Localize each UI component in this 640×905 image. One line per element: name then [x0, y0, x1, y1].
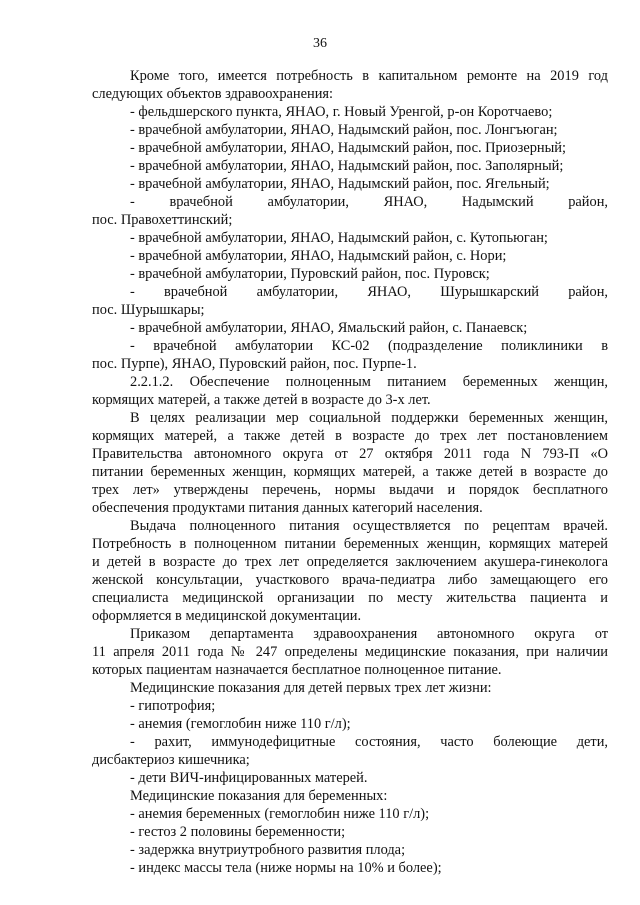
list-item: - врачебной амбулатории, ЯНАО, Надымский район, пос. Лонгъюган; — [130, 122, 558, 138]
text-line: питании беременных женщин, кормящих матерей, а также детей в возрасте до — [92, 464, 608, 480]
section-heading: 2.2.1.2. Обеспечение полноценным питанием беременных женщин, — [130, 374, 608, 390]
list-item: - индекс массы тела (ниже нормы на 10% и более); — [130, 860, 442, 876]
list-item-continuation: дисбактериоз кишечника; — [92, 752, 250, 768]
text-line: 11 апреля 2011 года № 247 определены медицинские показания, при наличии — [92, 644, 608, 660]
list-item: - задержка внутриутробного развития плода; — [130, 842, 406, 858]
list-item: - дети ВИЧ-инфицированных матерей. — [130, 770, 368, 786]
subheading: Медицинские показания для детей первых трех лет жизни: — [130, 680, 492, 696]
text-line: которых пациентам назначается бесплатное полноценное питание. — [92, 662, 502, 678]
list-item: - врачебной амбулатории, ЯНАО, Надымский район, — [130, 194, 608, 210]
list-item: - врачебной амбулатории, Пуровский район, пос. Пуровск; — [130, 266, 490, 282]
text-line: Потребность в полноценном питании беременных женщин, кормящих матерей — [92, 536, 608, 552]
list-item: - врачебной амбулатории, ЯНАО, Надымский район, с. Кутопьюган; — [130, 230, 548, 246]
text-line: и детей в возрасте до трех лет определяется заключением акушера-гинеколога — [92, 554, 608, 570]
text-line: следующих объектов здравоохранения: — [92, 86, 334, 102]
subheading: Медицинские показания для беременных: — [130, 788, 388, 804]
text-line: женской консультации, участкового врача-педиатра либо замещающего его — [92, 572, 608, 588]
list-item: - врачебной амбулатории, ЯНАО, Надымский район, с. Нори; — [130, 248, 507, 264]
text-line: обеспечения продуктами питания данных категорий населения. — [92, 500, 483, 516]
list-item: - рахит, иммунодефицитные состояния, часто болеющие дети, — [130, 734, 608, 750]
text-line: оформляется в медицинской документации. — [92, 608, 362, 624]
list-item: - гестоз 2 половины беременности; — [130, 824, 346, 840]
list-item: - гипотрофия; — [130, 698, 216, 714]
text-line: Кроме того, имеется потребность в капитальном ремонте на 2019 год — [130, 68, 608, 84]
text-line: Правительства автономного округа от 27 октября 2011 года N 793-П «О — [92, 446, 608, 462]
text-line: кормящих матерей, а также детей в возрасте до трех лет постановлением — [92, 428, 608, 444]
list-item: - врачебной амбулатории, ЯНАО, Шурышкарский район, — [130, 284, 608, 300]
text-line: Выдача полноценного питания осуществляется по рецептам врачей. — [130, 518, 608, 534]
list-item-continuation: пос. Шурышкары; — [92, 302, 205, 318]
list-item: - врачебной амбулатории КС-02 (подразделение поликлиники в — [130, 338, 608, 354]
text-line: В целях реализации мер социальной поддержки беременных женщин, — [130, 410, 608, 426]
list-item: - анемия (гемоглобин ниже 110 г/л); — [130, 716, 351, 732]
section-heading-continuation: кормящих матерей, а также детей в возрасте до 3-х лет. — [92, 392, 431, 408]
list-item: - фельдшерского пункта, ЯНАО, г. Новый Уренгой, р-он Коротчаево; — [130, 104, 553, 120]
page-number: 36 — [313, 36, 327, 51]
list-item: - врачебной амбулатории, ЯНАО, Надымский район, пос. Приозерный; — [130, 140, 566, 156]
text-line: Приказом департамента здравоохранения автономного округа от — [130, 626, 608, 642]
list-item: - врачебной амбулатории, ЯНАО, Надымский район, пос. Заполярный; — [130, 158, 564, 174]
list-item: - врачебной амбулатории, ЯНАО, Надымский район, пос. Ягельный; — [130, 176, 550, 192]
text-line: трех лет» утверждены перечень, нормы выдачи и порядок бесплатного — [92, 482, 608, 498]
list-item-continuation: пос. Правохеттинский; — [92, 212, 233, 228]
list-item-continuation: пос. Пурпе), ЯНАО, Пуровский район, пос. Пурпе-1. — [92, 356, 417, 372]
text-line: специалиста медицинской организации по месту жительства пациента и — [92, 590, 608, 606]
list-item: - врачебной амбулатории, ЯНАО, Ямальский район, с. Панаевск; — [130, 320, 528, 336]
list-item: - анемия беременных (гемоглобин ниже 110 г/л); — [130, 806, 430, 822]
